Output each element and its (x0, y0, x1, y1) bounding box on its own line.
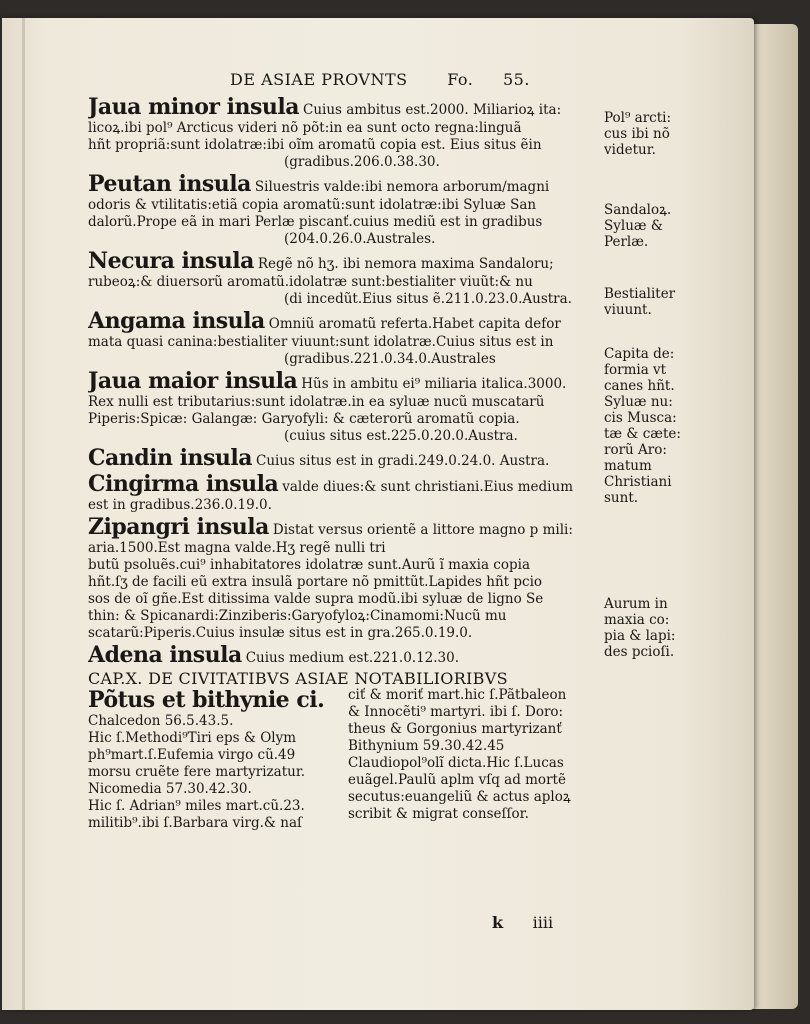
bithynia-right-line: & Innocẽti⁹ martyri. ibi ſ. Doro: (348, 704, 564, 720)
margin-note-line: videtur. (604, 142, 656, 158)
margin-note-line: Sandaloꝝ. (604, 202, 672, 218)
entry-line (88, 154, 600, 171)
entry-line-text: Cuius ambitus est.2000. Miliarioꝝ ita: (302, 102, 562, 118)
bithynia-right-line: Claudiopol⁹olĩ dicta.Hic ſ.Lucas (348, 755, 564, 771)
entry-line (88, 248, 600, 274)
margin-note-line: Syluæ nu: (604, 394, 673, 410)
signature-letter: k (492, 913, 504, 932)
entry-line (88, 334, 600, 351)
entry-line-text: odoris & vtilitatis:etiã copia aromatũ:sunt idolatræ:ibi Syluæ San (88, 197, 537, 213)
entry-line (88, 411, 600, 428)
entry-4 (88, 368, 600, 445)
bithynia-left-line: morsu cruẽte fere martyrizatur. (88, 764, 306, 780)
entry-0 (88, 94, 600, 171)
entry-line (88, 497, 600, 514)
margin-note-line: cus ibi nõ (604, 126, 670, 142)
entry-heading: Adena insula (88, 642, 242, 668)
margin-note-line: rorũ Aro: (604, 442, 667, 458)
margin-note-line: Christiani (604, 474, 672, 490)
margin-note-3 (604, 346, 681, 506)
entry-line-text: Cuius situs est in gradi.249.0.24.0. Austra. (256, 453, 550, 469)
margin-note-line: maxia co: (604, 612, 670, 628)
entry-line (88, 514, 600, 540)
entry-line (88, 120, 600, 137)
margin-note-0 (604, 110, 671, 158)
running-head-title: DE ASIAE PROVNTS (230, 70, 408, 89)
margin-note-line: viuunt. (604, 302, 652, 318)
entry-line-text: thin: & Spicanardi:Zinziberis:Garyofyloꝝ:Cinamomi:Nucũ mu (88, 608, 507, 624)
entry-line (88, 274, 600, 291)
entry-line (88, 137, 600, 154)
margin-note-line: Perlæ. (604, 234, 649, 250)
bithynia-right-line: scribit & migrat conseſſor. (348, 806, 529, 822)
entry-3 (88, 308, 600, 368)
entry-line (88, 394, 600, 411)
entry-line (88, 214, 600, 231)
entry-heading: Candin insula (88, 445, 252, 471)
margin-note-line: Syluæ & (604, 218, 663, 234)
entry-line-text: mata quasi canina:bestialiter viuunt:sunt idolatræ.Cuius situs est in (88, 334, 554, 350)
entry-line (88, 171, 600, 197)
entry-line (88, 94, 600, 120)
gutter-fold (22, 18, 25, 1010)
entry-line (88, 591, 600, 608)
margin-note-line: Pol⁹ arcti: (604, 110, 672, 126)
entry-line-text: Siluestris valde:ibi nemora arborum/magni (254, 179, 550, 195)
margin-note-4 (604, 596, 675, 660)
bithynia-heading: Põtus et bithynie ci. (88, 687, 325, 713)
signature-mark (492, 913, 553, 932)
margin-note-line: Capita de: (604, 346, 675, 362)
signature-number: iiii (532, 913, 554, 932)
entry-line-text: hñt.ſʒ de facili eũ extra insulã portare nõ pmittũt.Lapides hñt pcio (88, 574, 543, 590)
entry-line (88, 308, 600, 334)
entry-heading: Jaua maior insula (88, 368, 298, 394)
entry-line (88, 197, 600, 214)
bithynia-left-column (88, 713, 338, 832)
folio-label: Fo. (447, 70, 474, 89)
entry-line (88, 540, 600, 557)
bithynia-right-column (348, 687, 600, 832)
entry-1 (88, 171, 600, 248)
page-number: 55. (502, 70, 530, 89)
margin-note-line: Bestialiter (604, 286, 676, 302)
entry-line (88, 351, 600, 368)
bithynia-left-line: Nicomedia 57.30.42.30. (88, 781, 252, 797)
bithynia-left-line: Hic ſ.Methodi⁹Tiri eps & Olym (88, 730, 297, 746)
entry-line-text: est in gradibus.236.0.19.0. (88, 497, 272, 513)
margin-note-line: formia vt (604, 362, 667, 378)
entry-heading: Zipangri insula (88, 514, 269, 540)
bithynia-right-line: ciť & moriť mart.hic ſ.Pãtbaleon (348, 687, 567, 703)
entry-line-text: butũ psoluẽs.cui⁹ inhabitatores idolatræ sunt.Aurũ ĩ maxia copia (88, 557, 530, 573)
margin-note-1 (604, 202, 671, 250)
bithynia-left-line: Chalcedon 56.5.43.5. (88, 713, 234, 729)
entry-line (88, 625, 600, 642)
entry-line-text: aria.1500.Est magna valde.Hʒ regẽ nulli tri (88, 540, 386, 556)
entry-line-text: valde diues:& sunt christiani.Eius medium (282, 479, 573, 495)
margin-note-line: Aurum in (604, 596, 668, 612)
entry-7 (88, 514, 600, 642)
entry-line-text: rubeoꝝ:& diuersorũ aromatũ.idolatræ sunt:bestialiter viuũt:& nu (88, 274, 533, 290)
entry-line-text: Distat versus orientẽ a littore magno p mili: (272, 522, 573, 538)
margin-note-line: pia & lapi: (604, 628, 676, 644)
entry-line-text: (gradibus.221.0.34.0.Australes (284, 351, 496, 367)
entry-line (88, 428, 600, 445)
entry-line (88, 574, 600, 591)
entry-line (88, 445, 600, 471)
entry-line-text: hñt propriã:sunt idolatræ:ibi oĩm aromatũ copia est. Eius situs ẽin (88, 137, 542, 153)
entry-line-text: dalorũ.Prope eã in mari Perlæ piscanť.cuius mediũ est in gradibus (88, 214, 543, 230)
entry-line-text: licoꝝ.ibi pol⁹ Arcticus videri nõ põt:in ea sunt octo regna:linguã (88, 120, 522, 136)
entry-line-text: Piperis:Spicæ: Galangæ: Garyofyli: & cæterorũ aromatũ copia. (88, 411, 520, 427)
margin-note-line: matum (604, 458, 652, 474)
bithynia-right-line: secutus:euangeliũ & actus aploꝝ (348, 789, 571, 805)
entry-line-text: (gradibus.206.0.38.30. (284, 154, 440, 170)
main-text-column (88, 94, 600, 832)
margin-note-line: tæ & cæte: (604, 426, 681, 442)
entry-heading: Cingirma insula (88, 471, 279, 497)
entry-8 (88, 642, 600, 668)
entry-line-text: Rex nulli est tributarius:sunt idolatræ.in ea syluæ nucũ muscatarũ (88, 394, 545, 410)
bithynia-left-line: militib⁹.ibi ſ.Barbara virg.& naſ (88, 815, 302, 831)
entry-heading: Necura insula (88, 248, 254, 274)
entry-6 (88, 471, 600, 514)
entry-line-text: Regẽ nõ hʒ. ibi nemora maxima Sandaloru; (257, 256, 554, 272)
entry-line (88, 368, 600, 394)
entry-line-text: Cuius medium est.221.0.12.30. (245, 650, 460, 666)
entry-line-text: Omniũ aromatũ referta.Habet capita defor (268, 316, 561, 332)
entry-line-text: (di incedũt.Eius situs ẽ.211.0.23.0.Austra. (284, 291, 572, 307)
chapter-heading: CAP.X. DE CIVITATIBVS ASIAE NOTABILIORIBVS (88, 670, 508, 687)
entry-line (88, 231, 600, 248)
entry-heading: Angama insula (88, 308, 265, 334)
entry-2 (88, 248, 600, 308)
entry-heading: Peutan insula (88, 171, 251, 197)
entry-line (88, 291, 600, 308)
entry-line (88, 471, 600, 497)
entry-5 (88, 445, 600, 471)
margin-note-line: canes hñt. (604, 378, 675, 394)
bithynia-left-line: Hic ſ. Adrian⁹ miles mart.cũ.23. (88, 798, 305, 814)
entry-line-text: scatarũ:Piperis.Cuius insulæ situs est in gra.265.0.19.0. (88, 625, 473, 641)
entry-heading: Jaua minor insula (88, 94, 299, 120)
running-head (230, 70, 530, 89)
margin-note-line: des pcioſi. (604, 644, 675, 660)
margin-note-2 (604, 286, 675, 318)
entry-line-text: sos de oĩ gñe.Est ditissima valde supra modũ.ibi syluæ de ligno Se (88, 591, 544, 607)
entry-line-text: (204.0.26.0.Australes. (284, 231, 436, 247)
entry-line (88, 608, 600, 625)
bithynia-right-line: Bithynium 59.30.42.45 (348, 738, 505, 754)
entry-line-text: Hũs in ambitu ei⁹ miliaria italica.3000. (301, 376, 567, 392)
entry-line-text: (cuius situs est.225.0.20.0.Austra. (284, 428, 518, 444)
bithynia-right-line: euãgel.Paulũ aplm vſq ad mortẽ (348, 772, 566, 788)
entry-line (88, 557, 600, 574)
entry-line (88, 642, 600, 668)
bithynia-right-line: theus & Gorgonius martyrizanť (348, 721, 562, 737)
margin-note-line: sunt. (604, 490, 639, 506)
bithynia-left-line: ph⁹mart.ſ.Eufemia virgo cũ.49 (88, 747, 296, 763)
margin-note-line: cis Musca: (604, 410, 677, 426)
